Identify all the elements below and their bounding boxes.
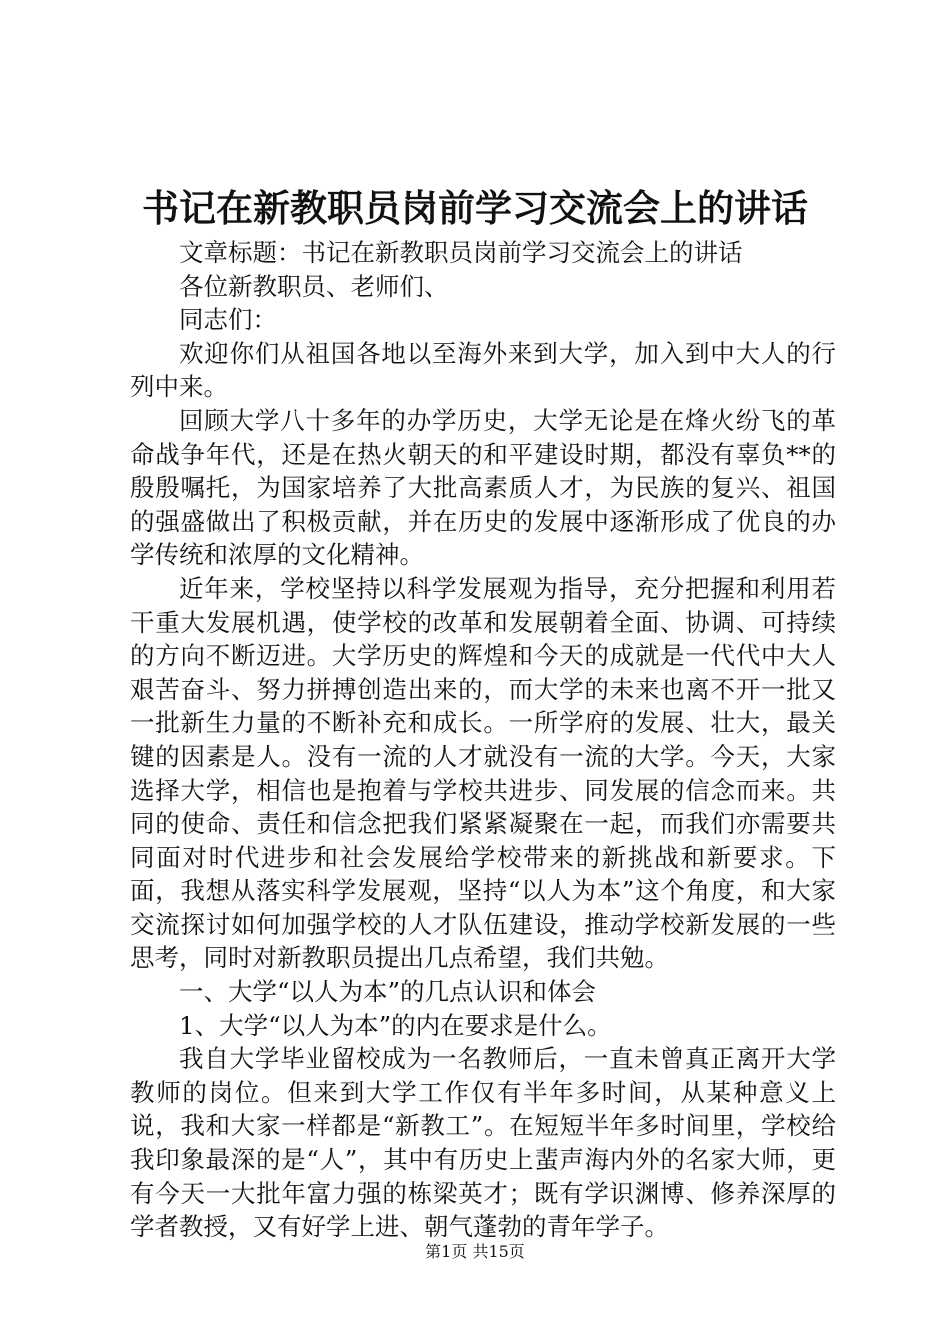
page-footer: 第1页 共15页 — [425, 1242, 525, 1261]
paragraph-article-title: 文章标题：书记在新教职员岗前学习交流会上的讲话 — [179, 238, 743, 267]
paragraph-welcome: 欢迎你们从祖国各地以至海外来到大学，加入到中大人的行列中来。 — [130, 338, 836, 402]
paragraph-salutation-1: 各位新教职员、老师们、 — [179, 271, 449, 301]
paragraph-history: 回顾大学八十多年的办学历史，大学无论是在烽火纷飞的革命战争年代，还是在热火朝天的和平建设时期，都没有辜负**的殷殷嘱托，为国家培养了大批高素质人才，为民族的复兴、祖国的强盛做出了积极贡献，并在历史的发展中逐渐形成了优良的办学传统和浓厚的文化精神。 — [130, 405, 836, 570]
document-body — [130, 236, 836, 1244]
paragraph-personal-experience: 我自大学毕业留校成为一名教师后，一直未曾真正离开大学教师的岗位。但来到大学工作仅有半年多时间，从某种意义上说，我和大家一样都是“新教工”。在短短半年多时间里，学校给我印象最深的是“人”，其中有历史上蜚声海内外的名家大师，更有今天一大批年富力强的栋梁英才；既有学识渊博、修养深厚的学者教授，又有好学上进、朝气蓬勃的青年学子。 — [130, 1044, 836, 1242]
subsection-heading-1: 1、大学“以人为本”的内在要求是什么。 — [179, 1010, 612, 1040]
section-heading-1: 一、大学“以人为本”的几点认识和体会 — [179, 977, 597, 1007]
paragraph-recent-years: 近年来，学校坚持以科学发展观为指导，充分把握和利用若干重大发展机遇，使学校的改革和发展朝着全面、协调、可持续的方向不断迈进。大学历史的辉煌和今天的成就是一代代中大人艰苦奋斗、努力拼搏创造出来的，而大学的未来也离不开一批又一批新生力量的不断补充和成长。一所学府的发展、壮大，最关键的因素是人。没有一流的人才就没有一流的大学。今天，大家选择大学，相信也是抱着与学校共进步、同发展的信念而来。共同的使命、责任和信念把我们紧紧凝聚在一起，而我们亦需要共同面对时代进步和社会发展给学校带来的新挑战和新要求。下面，我想从落实科学发展观，坚持“以人为本”这个角度，和大家交流探讨如何加强学校的人才队伍建设，推动学校新发展的一些思考，同时对新教职员提出几点希望，我们共勉。 — [130, 573, 836, 973]
document-title: 书记在新教职员岗前学习交流会上的讲话 — [142, 186, 808, 230]
paragraph-salutation-2: 同志们： — [179, 305, 277, 335]
